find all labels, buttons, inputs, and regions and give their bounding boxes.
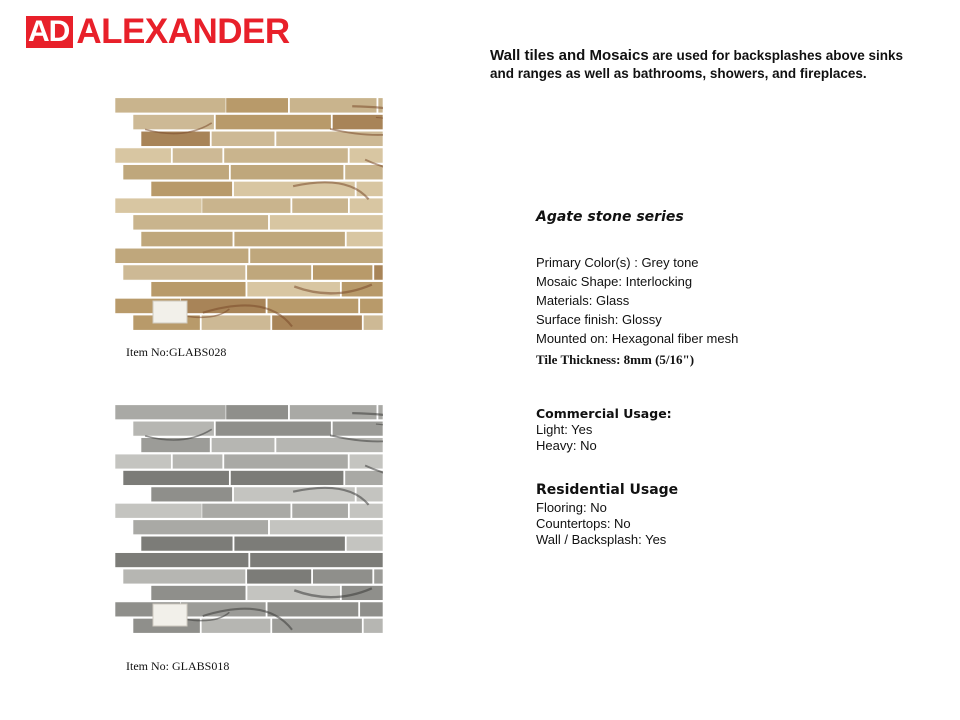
intro-text: are used for backsplashes above sinks and ranges as well as bathrooms, showers, and fireplaces.: [490, 48, 904, 81]
residential-countertops: Countertops: No: [536, 516, 631, 531]
commercial-light: Light: Yes: [536, 422, 593, 437]
product-image-glabs028: [115, 97, 383, 331]
residential-flooring: Flooring: No: [536, 500, 607, 515]
residential-heading: Residential Usage: [536, 482, 679, 498]
commercial-heading: Commercial Usage:: [536, 406, 672, 421]
logo-wordmark: ALEXANDER: [76, 12, 290, 51]
spec-thickness: Tile Thickness: 8mm (5/16"): [536, 352, 695, 367]
spec-materials: Materials: Glass: [536, 293, 630, 308]
series-title: Agate stone series: [536, 209, 684, 225]
brand-logo: [26, 14, 290, 50]
commercial-heavy: Heavy: No: [536, 438, 597, 453]
intro-paragraph: [490, 47, 920, 83]
intro-lead: Wall tiles and Mosaics: [490, 47, 649, 64]
logo-ad-mark: AD: [26, 16, 73, 48]
commercial-usage: [536, 406, 672, 454]
spec-primary-color: Primary Color(s) : Grey tone: [536, 255, 699, 270]
residential-wall: Wall / Backsplash: Yes: [536, 532, 667, 547]
mosaic-tile-grey: [115, 404, 383, 634]
product-image-glabs018: [115, 404, 383, 634]
spec-shape: Mosaic Shape: Interlocking: [536, 274, 693, 289]
spec-list: [536, 253, 738, 369]
mosaic-tile-brown: [115, 97, 383, 331]
spec-finish: Surface finish: Glossy: [536, 312, 662, 327]
spec-mounted: Mounted on: Hexagonal fiber mesh: [536, 331, 739, 346]
item-number-glabs028: Item No:GLABS028: [126, 345, 227, 359]
residential-usage: [536, 482, 678, 548]
item-number-glabs018: Item No: GLABS018: [126, 659, 230, 673]
